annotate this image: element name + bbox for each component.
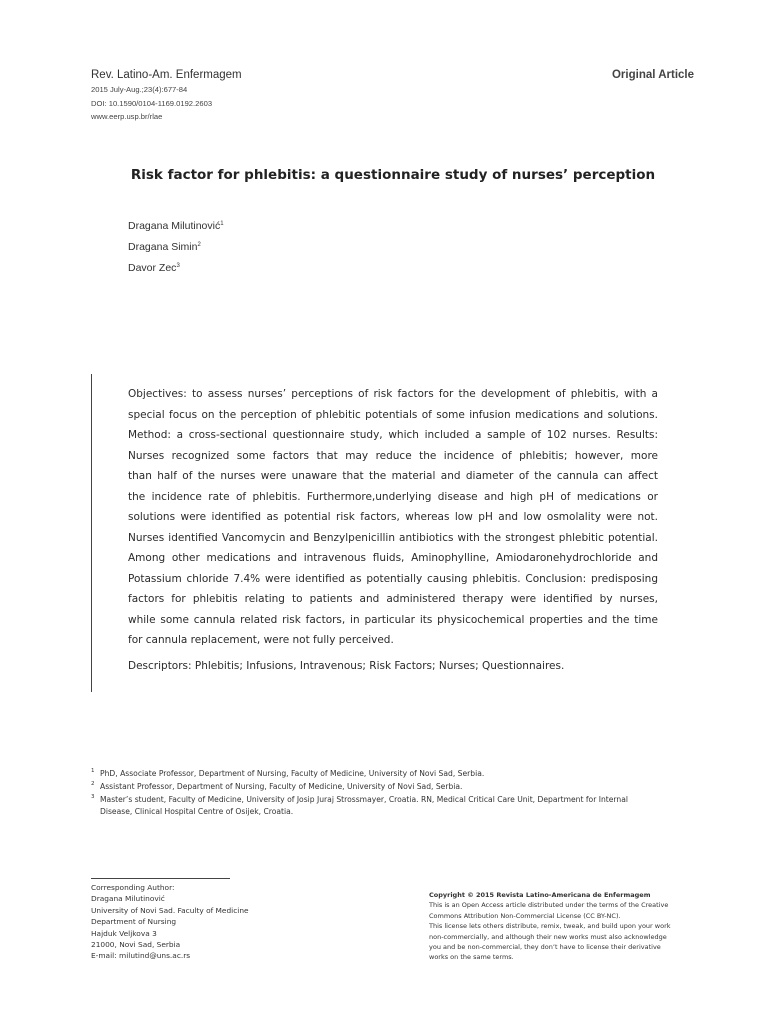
author-email[interactable]: E-mail: milutind@uns.ac.rs (91, 951, 191, 961)
abstract (128, 384, 658, 651)
footnote: 3 Master’s student, Faculty of Medicine, University of Josip Juraj Strossmayer, Croatia. RN, Medical Critical Care Unit, Department for Internal Disease, Clinical Hospital Centre of Osijek, Croatia. (91, 793, 628, 817)
abstract-line: for cannula replacement, were not fully perceived. (128, 634, 394, 646)
author: Dragana Milutinović$^1$ (128, 220, 224, 232)
copyright-notice: Copyright © 2015 Revista Latino-Americana de Enfermagem This is an Open Access article distributed under the terms of the Creative Commons Attribution Non-Commercial License (CC BY-NC). This license lets others distribute, remix, tweak, and build upon your work non-commercially, and although their new works must also acknowledge you and be non-commercial, they don’t have to license their derivative works on the same terms. (429, 890, 696, 963)
journal-name: Rev. Latino-Am. Enfermagem (91, 69, 242, 81)
abstract-line: the incidence rate of phlebitis. Furthermore,underlying disease and high pH of medications or (128, 490, 658, 503)
author-list (128, 215, 224, 278)
corresponding-author: Corresponding Author: Dragana Milutinović University of Novi Sad. Faculty of Medicine Department of Nursing Hajduk Veljkova 3 21000, Novi Sad, Serbia E-mail: milutind@uns.ac.rs (91, 883, 249, 961)
journal-url[interactable]: www.eerp.usp.br/rlae (91, 112, 163, 121)
journal-issue: 2015 July-Aug.;23(4):677-84 (91, 85, 188, 94)
affiliation-footnotes (91, 768, 701, 819)
descriptors: Descriptors: Phlebitis; Infusions, Intravenous; Risk Factors; Nurses; Questionnaires. (128, 660, 565, 672)
abstract-line: Nurses identified Vancomycin and Benzylpenicillin antibiotics with the strongest phlebitic potential. (128, 531, 658, 544)
abstract-rule (91, 374, 92, 692)
abstract-line: special focus on the perception of phlebitic potentials of some infusion medications and solutions. (128, 408, 658, 421)
article-title: Risk factor for phlebitis: a questionnaire study of nurses’ perception (130, 167, 656, 183)
abstract-line: factors for phlebitis relating to patients and administered therapy were identified by nurses, (128, 593, 658, 605)
correspondence-rule (91, 878, 230, 879)
abstract-line: than half of the nurses were unaware that the material and diameter of the cannula can affect (128, 470, 658, 482)
copyright-heading: Copyright © 2015 Revista Latino-Americana de Enfermagem (429, 891, 651, 899)
abstract-line: solutions were identified as potential risk factors, whereas low pH and low osmolality were not. (128, 511, 658, 523)
author: Dragana Simin$^2$ (128, 241, 201, 253)
abstract-line: while some cannula related risk factors, in particular its physicochemical properties and the time (128, 613, 658, 626)
footnote: 1 PhD, Associate Professor, Department of Nursing, Faculty of Medicine, University of Novi Sad, Serbia. (91, 768, 485, 778)
footnote: 2 Assistant Professor, Department of Nursing, Faculty of Medicine, University of Novi Sad, Serbia. (91, 780, 463, 791)
abstract-line: Method: a cross-sectional questionnaire study, which included a sample of 102 nurses. Results: (128, 429, 658, 441)
article-type: Original Article (611, 69, 694, 81)
abstract-line: Nurses recognized some factors that may reduce the incidence of phlebitis; however, more (128, 449, 658, 462)
abstract-line: Objectives: to assess nurses’ perceptions of risk factors for the development of phlebitis, with a (128, 388, 658, 400)
abstract-line: Potassium chloride 7.4% were identified as potentially causing phlebitis. Conclusion: predisposing (128, 572, 658, 585)
author: Davor Zec$^3$ (128, 262, 180, 274)
doi: DOI: 10.1590/0104-1169.0192.2603 (91, 99, 213, 108)
abstract-line: Among other medications and intravenous fluids, Aminophylline, Amiodaronehydrochloride and (128, 552, 658, 564)
